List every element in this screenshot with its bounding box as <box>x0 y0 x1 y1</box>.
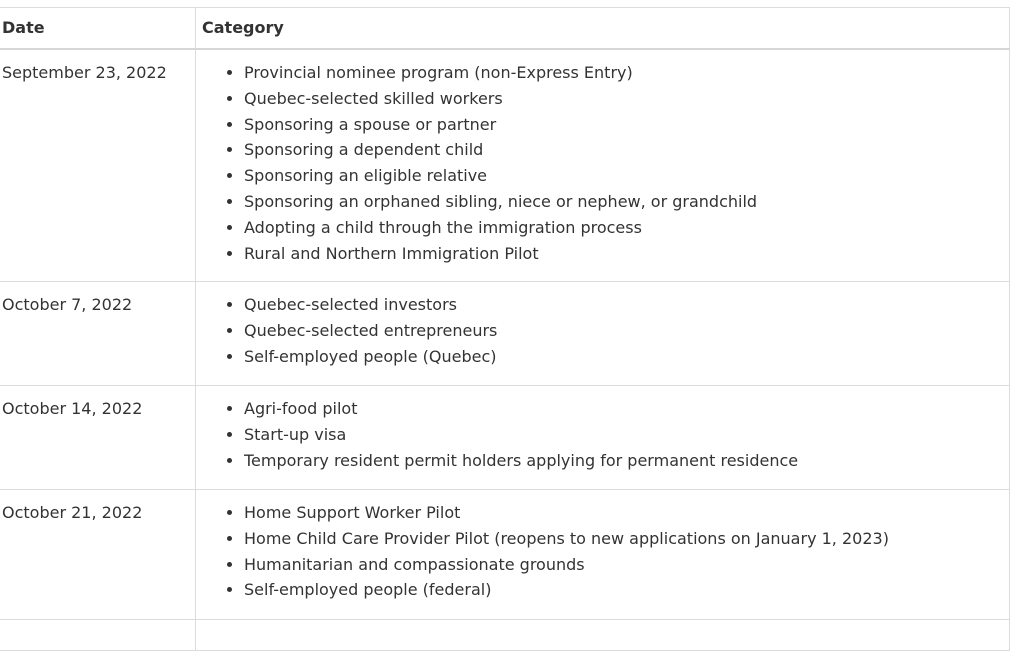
category-list <box>202 396 1009 473</box>
category-cell <box>196 282 1010 386</box>
list-item: • Sponsoring an eligible relative <box>244 163 1009 189</box>
category-cell <box>196 620 1010 651</box>
category-cell <box>196 386 1010 490</box>
list-item: • Adopting a child through the immigration process <box>244 215 1009 241</box>
date-cell: October 7, 2022 <box>0 282 196 386</box>
reopening-dates-table-container <box>0 7 1009 651</box>
category-list <box>202 292 1009 369</box>
date-cell <box>0 620 196 651</box>
date-cell: September 23, 2022 <box>0 49 196 282</box>
list-item: • Sponsoring a spouse or partner <box>244 112 1009 138</box>
list-item: • Agri-food pilot <box>244 396 1009 422</box>
table-row <box>0 386 1010 490</box>
date-column-header: Date <box>0 8 196 50</box>
list-item: • Temporary resident permit holders applying for permanent residence <box>244 448 1009 474</box>
category-column-header: Category <box>196 8 1010 50</box>
list-item: • Self-employed people (federal) <box>244 577 1009 603</box>
list-item: • Humanitarian and compassionate grounds <box>244 552 1009 578</box>
list-item: • Home Support Worker Pilot <box>244 500 1009 526</box>
table-row <box>0 620 1010 651</box>
table-header-row <box>0 8 1010 50</box>
reopening-dates-table <box>0 7 1010 651</box>
category-list <box>202 500 1009 603</box>
list-item: • Quebec-selected investors <box>244 292 1009 318</box>
category-cell <box>196 490 1010 620</box>
list-item: • Start-up visa <box>244 422 1009 448</box>
list-item: • Self-employed people (Quebec) <box>244 344 1009 370</box>
table-row <box>0 490 1010 620</box>
list-item: • Sponsoring an orphaned sibling, niece or nephew, or grandchild <box>244 189 1009 215</box>
date-cell: October 14, 2022 <box>0 386 196 490</box>
category-list <box>202 60 1009 266</box>
table-row <box>0 282 1010 386</box>
list-item: • Home Child Care Provider Pilot (reopens to new applications on January 1, 2023) <box>244 526 1009 552</box>
list-item: • Sponsoring a dependent child <box>244 137 1009 163</box>
list-item: • Rural and Northern Immigration Pilot <box>244 241 1009 267</box>
list-item: • Provincial nominee program (non-Express Entry) <box>244 60 1009 86</box>
list-item: • Quebec-selected skilled workers <box>244 86 1009 112</box>
category-cell <box>196 49 1010 282</box>
date-cell: October 21, 2022 <box>0 490 196 620</box>
table-row <box>0 49 1010 282</box>
list-item: • Quebec-selected entrepreneurs <box>244 318 1009 344</box>
